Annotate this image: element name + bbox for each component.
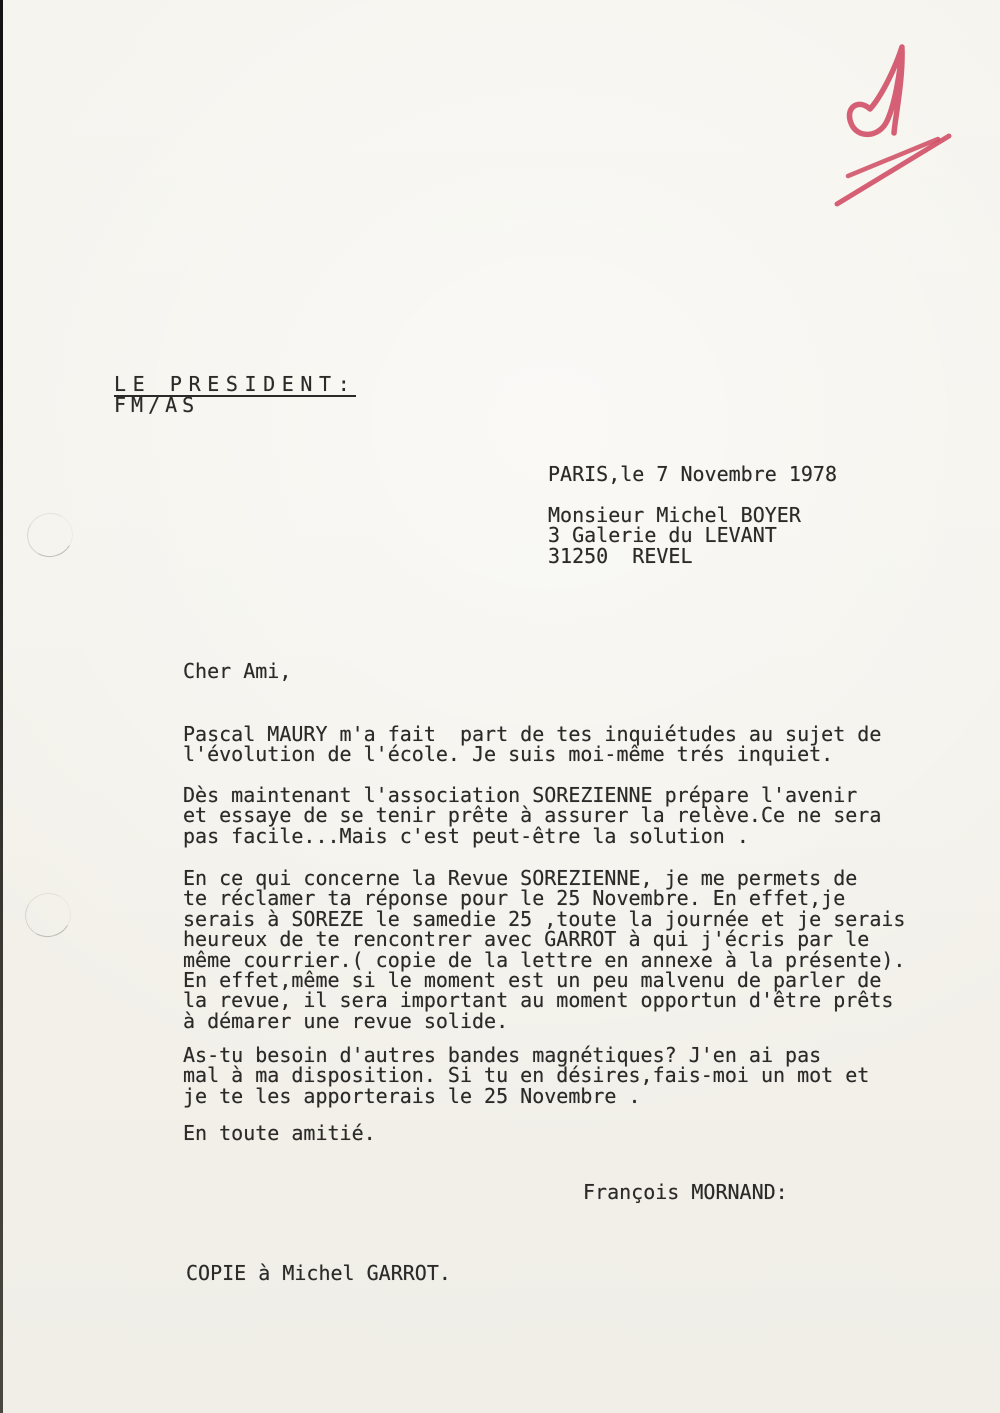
scan-edge-artifact <box>0 0 3 1413</box>
hole-punch-mark-top <box>22 508 78 562</box>
red-d-glyph <box>849 47 902 134</box>
letterhead-title: LE PRESIDENT: <box>114 372 357 396</box>
handwritten-red-d-mark <box>820 35 960 215</box>
body-paragraph-3: En ce qui concerne la Revue SOREZIENNE, je me permets de te réclamer ta réponse pour le 25 Novembre. En effet,je serais à SOREZE le samedie 25 ,toute la journée et je serais heureux de te rencontrer avec GARROT à qui j'écris par le même courrier.( copie de la lettre en annexe à la présente). En effet,même si le moment est un peu malvenu de parler de la revue, il sera important au moment opportun d'être prêts à démarer une revue solide. <box>183 866 906 1033</box>
body-paragraph-2: Dès maintenant l'association SOREZIENNE prépare l'avenir et essaye de se tenir prête à assurer la relève.Ce ne sera pas facile...Mais c'est peut-être la solution . <box>183 783 882 848</box>
red-underline-2 <box>837 136 949 204</box>
copy-note: COPIE à Michel GARROT. <box>186 1261 451 1285</box>
closing-line: En toute amitié. <box>183 1121 376 1145</box>
body-paragraph-4: As-tu besoin d'autres bandes magnétiques? J'en ai pas mal à ma disposition. Si tu en désires,fais-moi un mot et je te les apporterais le 25 Novembre . <box>183 1043 870 1108</box>
signature-name: François MORNAND: <box>583 1180 788 1204</box>
salutation: Cher Ami, <box>183 659 292 683</box>
dateline: PARIS,le 7 Novembre 1978 <box>548 462 837 486</box>
letterhead-reference: FM/AS <box>114 393 200 417</box>
body-paragraph-1: Pascal MAURY m'a fait part de tes inquiétudes au sujet de l'évolution de l'école. Je suis moi-même trés inquiet. <box>183 722 882 767</box>
recipient-address: Monsieur Michel BOYER 3 Galerie du LEVANT 31250 REVEL <box>548 503 801 568</box>
hole-punch-mark-bottom <box>20 888 76 942</box>
